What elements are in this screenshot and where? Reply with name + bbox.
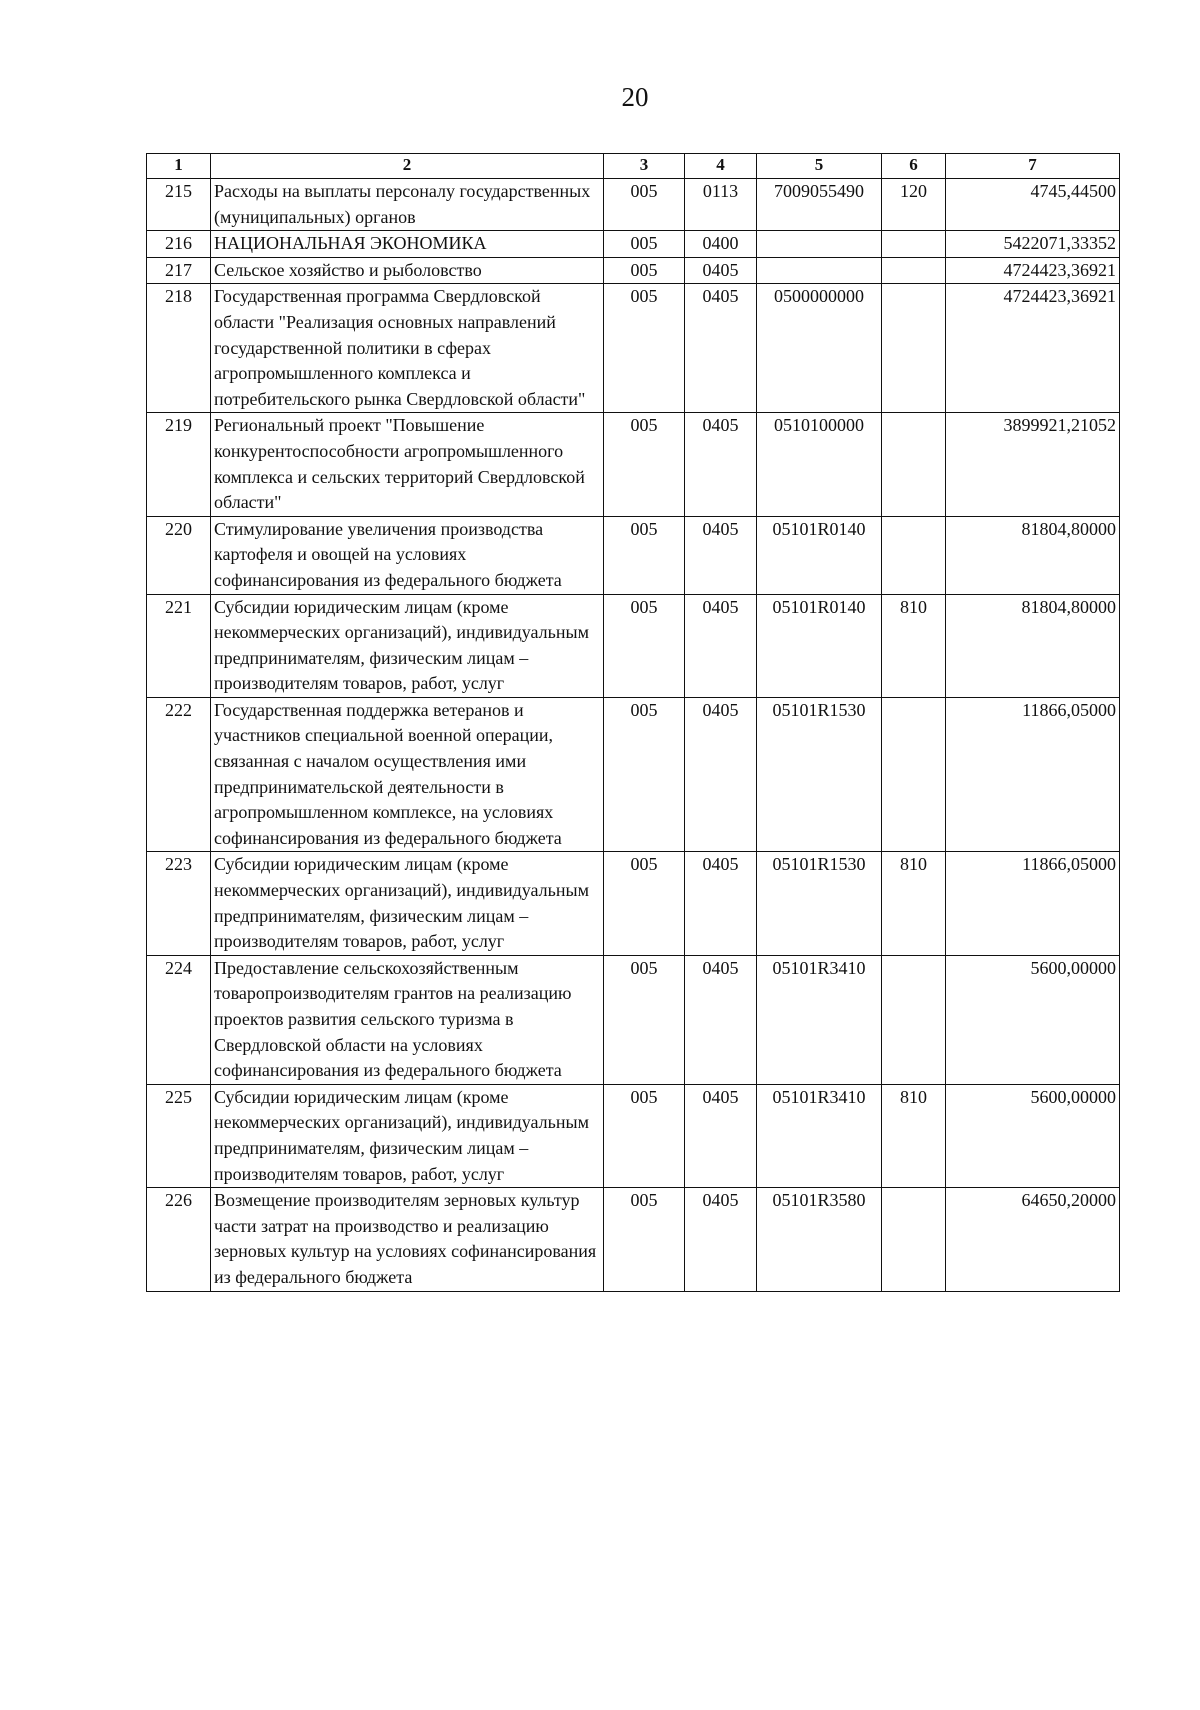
row-code-4: 0405: [685, 516, 757, 594]
row-number: 217: [147, 257, 211, 284]
table-row: [147, 413, 1120, 516]
row-code-6: [882, 516, 946, 594]
row-code-3: 005: [604, 955, 685, 1084]
table-header-row: [147, 154, 1120, 179]
header-col-6: 6: [882, 154, 946, 179]
table-row: [147, 516, 1120, 594]
row-amount: 11866,05000: [946, 852, 1120, 955]
row-name: Возмещение производителям зерновых культур части затрат на производство и реализацию зерновых культур на условиях софинансирования из федерального бюджета: [211, 1188, 604, 1291]
row-code-4: 0113: [685, 179, 757, 231]
row-code-5: 0500000000: [757, 284, 882, 413]
row-amount: 4724423,36921: [946, 257, 1120, 284]
row-name: НАЦИОНАЛЬНАЯ ЭКОНОМИКА: [211, 231, 604, 258]
row-amount: 3899921,21052: [946, 413, 1120, 516]
row-code-3: 005: [604, 516, 685, 594]
row-name: Стимулирование увеличения производства картофеля и овощей на условиях софинансирования из федерального бюджета: [211, 516, 604, 594]
row-code-3: 005: [604, 594, 685, 697]
table-row: [147, 179, 1120, 231]
row-number: 216: [147, 231, 211, 258]
row-name: Сельское хозяйство и рыболовство: [211, 257, 604, 284]
row-code-4: 0405: [685, 413, 757, 516]
row-code-6: [882, 955, 946, 1084]
row-number: 223: [147, 852, 211, 955]
row-code-4: 0405: [685, 697, 757, 852]
table-row: [147, 852, 1120, 955]
row-code-6: 810: [882, 594, 946, 697]
row-code-4: 0405: [685, 852, 757, 955]
row-name: Расходы на выплаты персоналу государственных (муниципальных) органов: [211, 179, 604, 231]
header-col-5: 5: [757, 154, 882, 179]
row-amount: 4745,44500: [946, 179, 1120, 231]
table-row: [147, 955, 1120, 1084]
row-code-4: 0405: [685, 284, 757, 413]
row-code-3: 005: [604, 257, 685, 284]
row-number: 220: [147, 516, 211, 594]
row-name: Субсидии юридическим лицам (кроме некоммерческих организаций), индивидуальным предпринимателям, физическим лицам – производителям товаров, работ, услуг: [211, 852, 604, 955]
header-col-4: 4: [685, 154, 757, 179]
row-amount: 81804,80000: [946, 516, 1120, 594]
row-code-5: 05101R3410: [757, 955, 882, 1084]
row-amount: 5600,00000: [946, 955, 1120, 1084]
header-col-7: 7: [946, 154, 1120, 179]
table-row: [147, 594, 1120, 697]
row-number: 215: [147, 179, 211, 231]
row-code-3: 005: [604, 1188, 685, 1291]
row-code-3: 005: [604, 1084, 685, 1187]
row-code-5: 05101R3410: [757, 1084, 882, 1187]
row-name: Региональный проект "Повышение конкурентоспособности агропромышленного комплекса и сельских территорий Свердловской области": [211, 413, 604, 516]
row-code-5: [757, 257, 882, 284]
row-amount: 11866,05000: [946, 697, 1120, 852]
row-code-3: 005: [604, 697, 685, 852]
table-row: [147, 257, 1120, 284]
row-number: 226: [147, 1188, 211, 1291]
row-code-6: [882, 1188, 946, 1291]
budget-table: [146, 153, 1120, 1292]
row-code-5: [757, 231, 882, 258]
row-code-4: 0405: [685, 955, 757, 1084]
row-code-4: 0405: [685, 1188, 757, 1291]
row-code-6: [882, 284, 946, 413]
row-code-4: 0400: [685, 231, 757, 258]
row-number: 225: [147, 1084, 211, 1187]
row-code-6: 810: [882, 1084, 946, 1187]
row-name: Государственная программа Свердловской области "Реализация основных направлений государственной политики в сферах агропромышленного комплекса и потребительского рынка Свердловской области": [211, 284, 604, 413]
row-code-6: [882, 231, 946, 258]
row-amount: 4724423,36921: [946, 284, 1120, 413]
row-code-4: 0405: [685, 257, 757, 284]
row-number: 224: [147, 955, 211, 1084]
row-name: Государственная поддержка ветеранов и участников специальной военной операции, связанная с началом осуществления ими предпринимательской деятельности в агропромышленном комплексе, на условиях софинансирования из федерального бюджета: [211, 697, 604, 852]
table-row: [147, 1084, 1120, 1187]
row-amount: 5422071,33352: [946, 231, 1120, 258]
row-number: 222: [147, 697, 211, 852]
row-code-5: 05101R3580: [757, 1188, 882, 1291]
row-amount: 64650,20000: [946, 1188, 1120, 1291]
row-number: 221: [147, 594, 211, 697]
row-code-6: [882, 413, 946, 516]
row-code-5: 05101R0140: [757, 516, 882, 594]
row-name: Предоставление сельскохозяйственным товаропроизводителям грантов на реализацию проектов развития сельского туризма в Свердловской области на условиях софинансирования из федерального бюджета: [211, 955, 604, 1084]
header-col-1: 1: [147, 154, 211, 179]
row-code-5: 7009055490: [757, 179, 882, 231]
row-code-3: 005: [604, 179, 685, 231]
row-number: 218: [147, 284, 211, 413]
row-number: 219: [147, 413, 211, 516]
table-row: [147, 231, 1120, 258]
row-code-6: [882, 697, 946, 852]
table-row: [147, 1188, 1120, 1291]
row-code-4: 0405: [685, 1084, 757, 1187]
row-amount: 5600,00000: [946, 1084, 1120, 1187]
row-name: Субсидии юридическим лицам (кроме некоммерческих организаций), индивидуальным предпринимателям, физическим лицам – производителям товаров, работ, услуг: [211, 1084, 604, 1187]
row-code-6: [882, 257, 946, 284]
row-code-5: 05101R1530: [757, 697, 882, 852]
row-code-6: 810: [882, 852, 946, 955]
row-code-3: 005: [604, 284, 685, 413]
header-col-2: 2: [211, 154, 604, 179]
row-name: Субсидии юридическим лицам (кроме некоммерческих организаций), индивидуальным предпринимателям, физическим лицам – производителям товаров, работ, услуг: [211, 594, 604, 697]
table-row: [147, 284, 1120, 413]
row-code-5: 05101R1530: [757, 852, 882, 955]
row-code-5: 05101R0140: [757, 594, 882, 697]
row-code-3: 005: [604, 852, 685, 955]
row-code-4: 0405: [685, 594, 757, 697]
row-code-5: 0510100000: [757, 413, 882, 516]
row-code-3: 005: [604, 413, 685, 516]
row-code-3: 005: [604, 231, 685, 258]
table-row: [147, 697, 1120, 852]
header-col-3: 3: [604, 154, 685, 179]
row-code-6: 120: [882, 179, 946, 231]
page-number: 20: [621, 82, 649, 112]
row-amount: 81804,80000: [946, 594, 1120, 697]
